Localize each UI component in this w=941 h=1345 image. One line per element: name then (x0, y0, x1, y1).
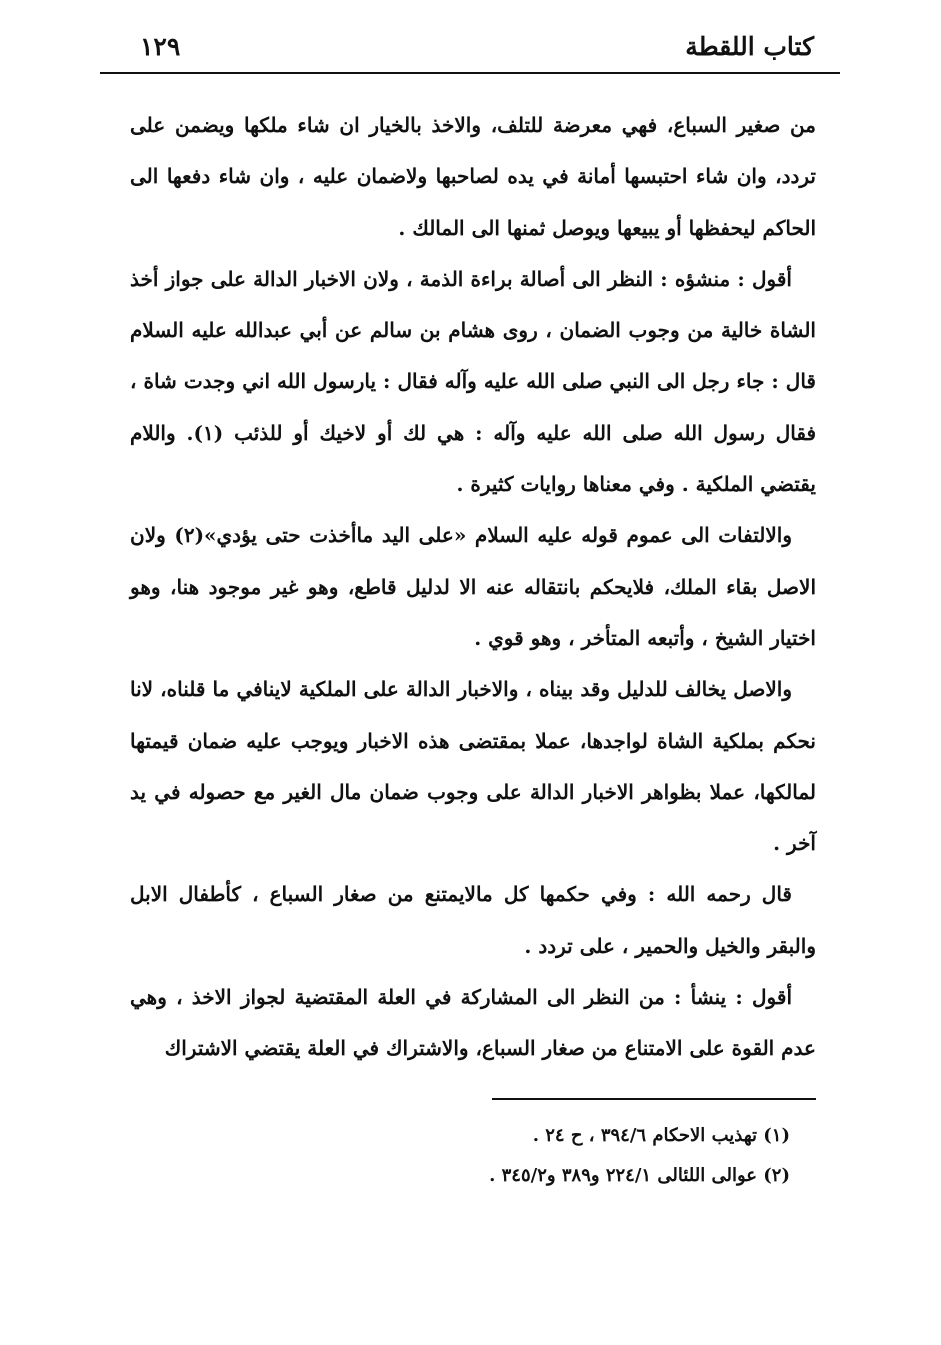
footnote-divider (492, 1098, 816, 1100)
footnote: (٢) عوالى اللئالى ٢٢٤/١ و٣٨٩ و٣٤٥/٢ . (489, 1165, 790, 1186)
main-text (130, 100, 816, 1075)
paragraph: والالتفات الى عموم قوله عليه السلام «على اليد ماأخذت حتى يؤدي»(٢) ولان الاصل بقاء الملك، فلايحكم بانتقاله عنه الا لدليل قاطع، وهو غير موجود هنا، وهو اختيار الشيخ ، وأتبعه المتأخر ، وهو قوي . (130, 523, 816, 650)
page-number: ١٢٩ (140, 32, 181, 61)
paragraph: والاصل يخالف للدليل وقد بيناه ، والاخبار الدالة على الملكية لاينافي ما قلناه، لانا نحكم بملكية الشاة لواجدها، عملا بمقتضى هذه الاخبار ويوجب عليه ضمان قيمتها لمالكها، عملا بظواهر الاخبار الدالة على وجوب ضمان مال الغير مع حصوله في يد آخر . (130, 677, 816, 856)
paragraph: من صغير السباع، فهي معرضة للتلف، والاخذ بالخيار ان شاء ملكها ويضمن على تردد، وان شاء احتبسها أمانة في يده لصاحبها ولاضمان عليه ، وان شاء دفعها الى الحاكم ليحفظها أو يبيعها ويوصل ثمنها الى المالك . (130, 113, 816, 240)
paragraph: قال رحمه الله : وفي حكمها كل مالايمتنع من صغار السباع ، كأطفال الابل والبقر والخيل والحمير ، على تردد . (130, 882, 816, 958)
page-header (100, 22, 840, 74)
footnotes (300, 1116, 790, 1196)
footnote: (١) تهذيب الاحكام ٣٩٤/٦ ، ح ٢٤ . (532, 1125, 790, 1146)
running-title: كتاب اللقطة (685, 32, 814, 61)
paragraph: أقول : منشؤه : النظر الى أصالة براءة الذمة ، ولان الاخبار الدالة على جواز أخذ الشاة خالية من وجوب الضمان ، روى هشام بن سالم عن أبي عبدالله عليه السلام قال : جاء رجل الى النبي صلى الله عليه وآله فقال : يارسول الله اني وجدت شاة ، فقال رسول الله صلى الله عليه وآله : هي لك أو لاخيك أو للذئب (١). واللام يقتضي الملكية . وفي معناها روايات كثيرة . (130, 266, 817, 497)
paragraph: أقول : ينشأ : من النظر الى المشاركة في العلة المقتضية لجواز الاخذ ، وهي عدم القوة على الامتناع من صغار السباع، والاشتراك في العلة يقتضي الاشتراك (130, 985, 816, 1061)
